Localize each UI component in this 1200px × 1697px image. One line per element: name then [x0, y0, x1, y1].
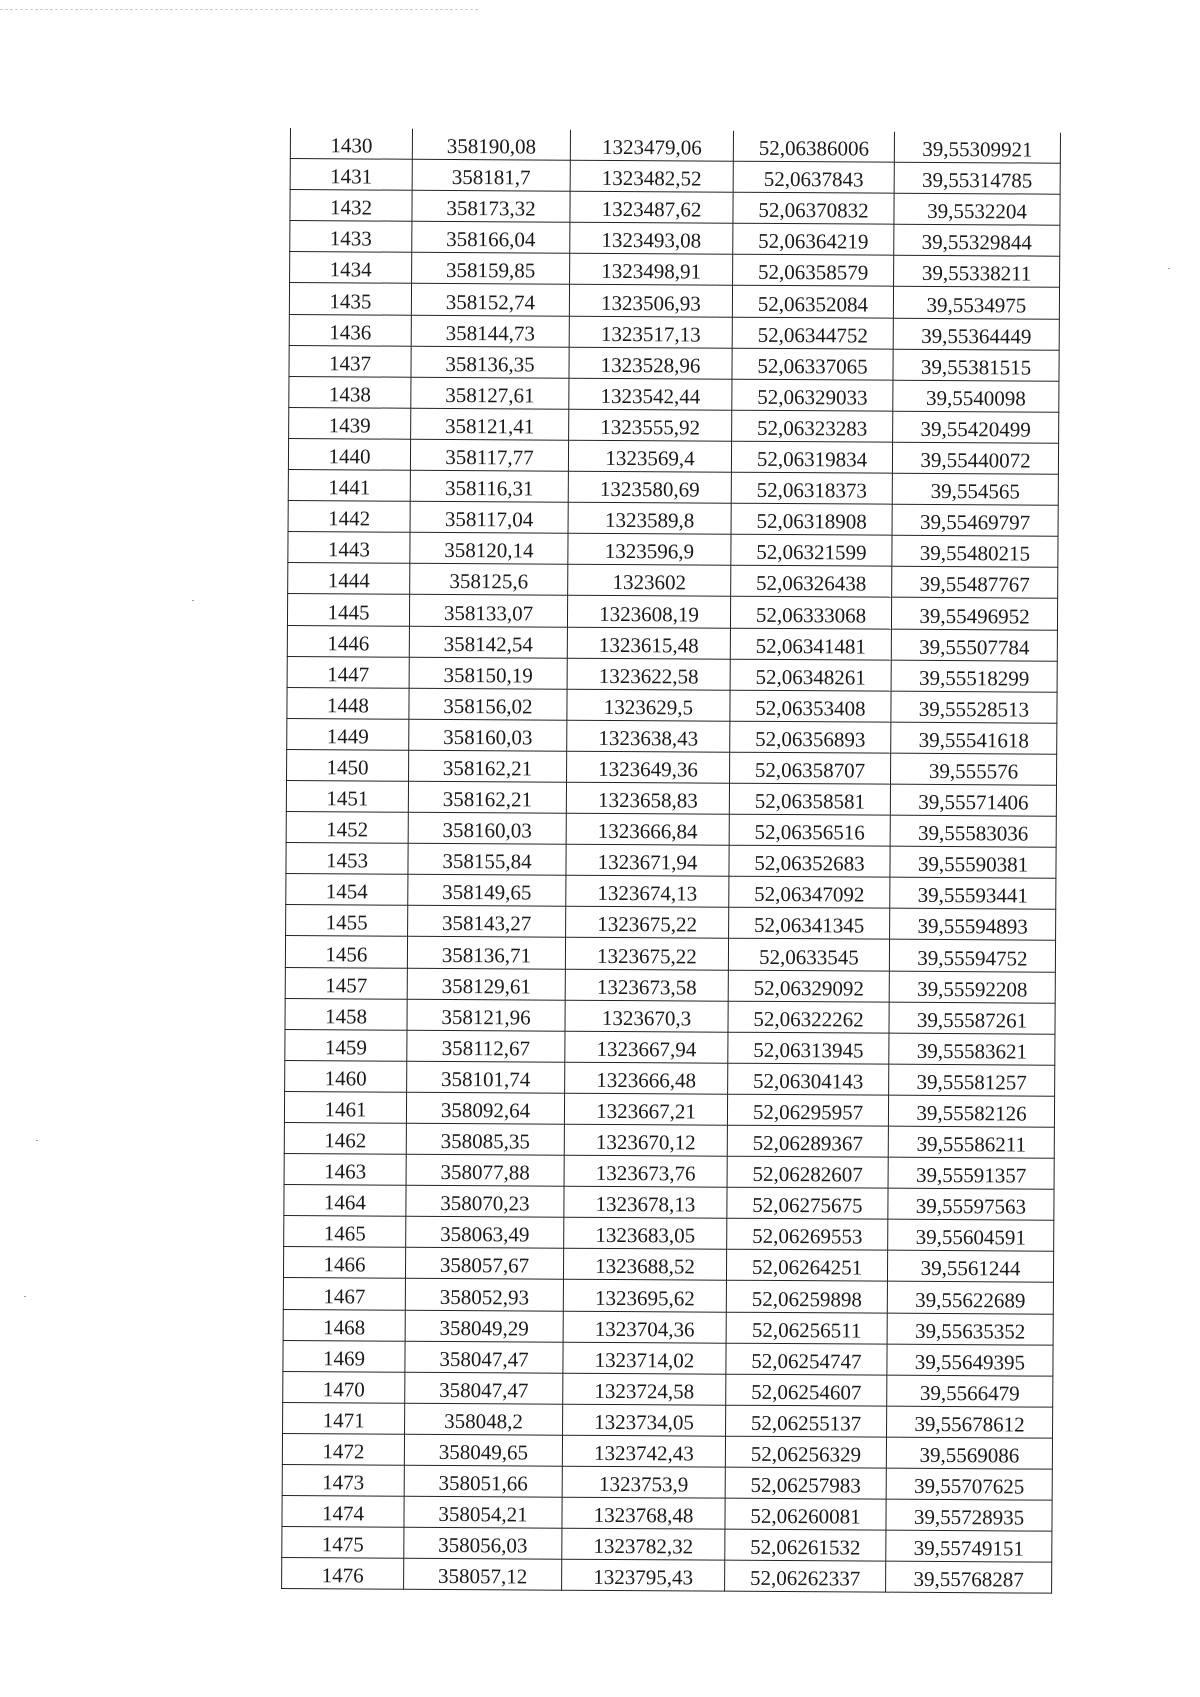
table-row	[288, 438, 1058, 474]
y-coordinate-cell: 1323498,91	[570, 254, 733, 286]
x-coordinate-cell: 358155,84	[408, 843, 566, 875]
point-number-cell: 1467	[283, 1278, 405, 1310]
latitude-cell: 52,06318908	[731, 503, 892, 535]
point-number-cell: 1431	[290, 159, 412, 191]
latitude-cell: 52,06275675	[727, 1187, 888, 1219]
table-row	[284, 1216, 1054, 1252]
point-number-cell: 1436	[289, 314, 411, 346]
latitude-cell: 52,06304143	[728, 1063, 889, 1095]
x-coordinate-cell: 358160,03	[409, 719, 567, 751]
longitude-cell: 39,55440072	[892, 442, 1058, 474]
x-coordinate-cell: 358052,93	[405, 1279, 563, 1311]
longitude-cell: 39,554565	[892, 473, 1058, 505]
longitude-cell: 39,5569086	[886, 1437, 1052, 1469]
point-number-cell: 1441	[288, 470, 410, 502]
x-coordinate-cell: 358051,66	[404, 1465, 562, 1497]
point-number-cell: 1457	[285, 967, 407, 999]
x-coordinate-cell: 358120,14	[410, 532, 568, 564]
latitude-cell: 52,06352683	[729, 845, 890, 877]
point-number-cell: 1472	[282, 1433, 404, 1465]
table-row	[285, 936, 1055, 972]
longitude-cell: 39,55768287	[886, 1561, 1052, 1593]
x-coordinate-cell: 358092,64	[406, 1092, 564, 1124]
x-coordinate-cell: 358136,71	[407, 937, 565, 969]
x-coordinate-cell: 358112,67	[407, 1030, 565, 1062]
table-row	[282, 1433, 1052, 1469]
table-row	[287, 718, 1057, 754]
latitude-cell: 52,06261532	[725, 1529, 886, 1561]
longitude-cell: 39,55587261	[889, 1002, 1055, 1034]
latitude-cell: 52,06364219	[733, 223, 894, 255]
longitude-cell: 39,55338211	[894, 256, 1060, 288]
latitude-cell: 52,06337065	[732, 348, 893, 380]
y-coordinate-cell: 1323666,48	[565, 1062, 728, 1094]
x-coordinate-cell: 358159,85	[412, 253, 570, 285]
latitude-cell: 52,0637843	[733, 161, 894, 193]
latitude-cell: 52,06260081	[725, 1498, 886, 1530]
point-number-cell: 1465	[284, 1216, 406, 1248]
table-row	[285, 967, 1055, 1003]
latitude-cell: 52,06322262	[728, 1001, 889, 1033]
table-row	[285, 998, 1055, 1034]
longitude-cell: 39,5561244	[887, 1251, 1053, 1283]
y-coordinate-cell: 1323589,8	[568, 502, 731, 534]
point-number-cell: 1446	[287, 625, 409, 657]
point-number-cell: 1455	[286, 905, 408, 937]
longitude-cell: 39,55314785	[894, 162, 1060, 194]
table-row	[289, 376, 1059, 412]
y-coordinate-cell: 1323615,48	[567, 627, 730, 659]
point-number-cell: 1462	[284, 1122, 406, 1154]
longitude-cell: 39,55583036	[890, 815, 1056, 847]
point-number-cell: 1459	[285, 1029, 407, 1061]
x-coordinate-cell: 358125,6	[410, 564, 568, 596]
y-coordinate-cell: 1323667,94	[565, 1031, 728, 1063]
longitude-cell: 39,55586211	[888, 1126, 1054, 1158]
y-coordinate-cell: 1323683,05	[564, 1217, 727, 1249]
point-number-cell: 1468	[283, 1309, 405, 1341]
table-row	[290, 221, 1060, 257]
y-coordinate-cell: 1323517,13	[569, 316, 732, 348]
table-row	[285, 1029, 1055, 1065]
table-row	[282, 1465, 1052, 1501]
x-coordinate-cell: 358117,04	[410, 501, 568, 533]
point-number-cell: 1442	[288, 501, 410, 533]
point-number-cell: 1464	[284, 1185, 406, 1217]
x-coordinate-cell: 358162,21	[409, 750, 567, 782]
point-number-cell: 1452	[286, 812, 408, 844]
longitude-cell: 39,55364449	[893, 318, 1059, 350]
y-coordinate-cell: 1323742,43	[562, 1435, 725, 1467]
x-coordinate-cell: 358143,27	[408, 906, 566, 938]
x-coordinate-cell: 358063,49	[406, 1217, 564, 1249]
latitude-cell: 52,06356893	[730, 721, 891, 753]
longitude-cell: 39,55420499	[893, 411, 1059, 443]
point-number-cell: 1475	[282, 1527, 404, 1559]
latitude-cell: 52,06256329	[725, 1436, 886, 1468]
y-coordinate-cell: 1323695,62	[563, 1280, 726, 1312]
x-coordinate-cell: 358133,07	[409, 595, 567, 627]
latitude-cell: 52,06289367	[727, 1125, 888, 1157]
latitude-cell: 52,06352084	[732, 286, 893, 318]
y-coordinate-cell: 1323678,13	[564, 1186, 727, 1218]
longitude-cell: 39,55507784	[891, 629, 1057, 661]
x-coordinate-cell: 358049,29	[405, 1310, 563, 1342]
table-row	[286, 905, 1056, 941]
x-coordinate-cell: 358054,21	[404, 1496, 562, 1528]
point-number-cell: 1471	[283, 1402, 405, 1434]
latitude-cell: 52,06358707	[730, 752, 891, 784]
table-row	[284, 1091, 1054, 1127]
point-number-cell: 1435	[289, 283, 411, 315]
point-number-cell: 1470	[283, 1371, 405, 1403]
latitude-cell: 52,06264251	[726, 1250, 887, 1282]
x-coordinate-cell: 358057,12	[404, 1559, 562, 1591]
x-coordinate-cell: 358101,74	[407, 1061, 565, 1093]
x-coordinate-cell: 358057,67	[405, 1248, 563, 1280]
table-row	[287, 594, 1057, 630]
table-row	[288, 470, 1058, 506]
y-coordinate-cell: 1323493,08	[570, 222, 733, 254]
y-coordinate-cell: 1323649,36	[567, 751, 730, 783]
scan-speck	[192, 600, 194, 601]
y-coordinate-cell: 1323569,4	[568, 440, 731, 472]
longitude-cell: 39,55329844	[894, 224, 1060, 256]
latitude-cell: 52,06370832	[733, 192, 894, 224]
latitude-cell: 52,06321599	[731, 534, 892, 566]
longitude-cell: 39,55381515	[893, 349, 1059, 381]
x-coordinate-cell: 358160,03	[408, 812, 566, 844]
longitude-cell: 39,55591357	[888, 1157, 1054, 1189]
point-number-cell: 1449	[287, 718, 409, 750]
y-coordinate-cell: 1323506,93	[569, 285, 732, 317]
longitude-cell: 39,55583621	[889, 1033, 1055, 1065]
y-coordinate-cell: 1323782,32	[562, 1528, 725, 1560]
latitude-cell: 52,06341345	[729, 908, 890, 940]
table-row	[284, 1122, 1054, 1158]
y-coordinate-cell: 1323638,43	[567, 720, 730, 752]
table-row	[284, 1185, 1054, 1221]
longitude-cell: 39,55749151	[886, 1530, 1052, 1562]
point-number-cell: 1454	[286, 874, 408, 906]
x-coordinate-cell: 358190,08	[412, 129, 570, 161]
longitude-cell: 39,5534975	[893, 287, 1059, 319]
latitude-cell: 52,06262337	[725, 1560, 886, 1592]
longitude-cell: 39,55592208	[889, 971, 1055, 1003]
x-coordinate-cell: 358056,03	[404, 1527, 562, 1559]
scan-speck	[36, 1140, 38, 1141]
latitude-cell: 52,06329033	[732, 379, 893, 411]
latitude-cell: 52,06255137	[726, 1405, 887, 1437]
point-number-cell: 1476	[282, 1558, 404, 1590]
x-coordinate-cell: 358144,73	[411, 315, 569, 347]
x-coordinate-cell: 358152,74	[411, 284, 569, 316]
y-coordinate-cell: 1323528,96	[569, 347, 732, 379]
table-row	[290, 190, 1060, 226]
x-coordinate-cell: 358181,7	[412, 159, 570, 191]
y-coordinate-cell: 1323673,58	[565, 969, 728, 1001]
table-row	[287, 656, 1057, 692]
table-row	[287, 687, 1057, 723]
x-coordinate-cell: 358162,21	[408, 781, 566, 813]
y-coordinate-cell: 1323675,22	[566, 907, 729, 939]
table-row	[284, 1154, 1054, 1190]
latitude-cell: 52,06313945	[728, 1032, 889, 1064]
y-coordinate-cell: 1323602	[568, 565, 731, 597]
x-coordinate-cell: 358142,54	[409, 626, 567, 658]
table-row	[289, 407, 1059, 443]
latitude-cell: 52,06347092	[729, 876, 890, 908]
latitude-cell: 52,06356516	[729, 814, 890, 846]
longitude-cell: 39,55487767	[892, 566, 1058, 598]
y-coordinate-cell: 1323734,05	[563, 1404, 726, 1436]
x-coordinate-cell: 358129,61	[407, 968, 565, 1000]
longitude-cell: 39,55594893	[890, 909, 1056, 941]
longitude-cell: 39,55622689	[887, 1282, 1053, 1314]
point-number-cell: 1450	[287, 749, 409, 781]
point-number-cell: 1456	[285, 936, 407, 968]
latitude-cell: 52,06259898	[726, 1281, 887, 1313]
table-row	[283, 1309, 1053, 1345]
y-coordinate-cell: 1323580,69	[568, 471, 731, 503]
y-coordinate-cell: 1323629,5	[567, 689, 730, 721]
point-number-cell: 1430	[290, 128, 412, 159]
x-coordinate-cell: 358117,77	[410, 439, 568, 471]
point-number-cell: 1451	[286, 780, 408, 812]
y-coordinate-cell: 1323482,52	[570, 160, 733, 192]
x-coordinate-cell: 358048,2	[405, 1403, 563, 1435]
x-coordinate-cell: 358156,02	[409, 688, 567, 720]
table-row	[290, 159, 1060, 195]
longitude-cell: 39,55649395	[887, 1344, 1053, 1376]
y-coordinate-cell: 1323667,21	[564, 1093, 727, 1125]
longitude-cell: 39,55635352	[887, 1313, 1053, 1345]
y-coordinate-cell: 1323688,52	[563, 1249, 726, 1281]
point-number-cell: 1474	[282, 1496, 404, 1528]
x-coordinate-cell: 358070,23	[406, 1185, 564, 1217]
x-coordinate-cell: 358127,61	[411, 377, 569, 409]
x-coordinate-cell: 358049,65	[404, 1434, 562, 1466]
longitude-cell: 39,55590381	[890, 846, 1056, 878]
table-row	[289, 314, 1059, 350]
table-row	[282, 1558, 1052, 1594]
point-number-cell: 1461	[284, 1091, 406, 1123]
table-row	[286, 812, 1056, 848]
y-coordinate-cell: 1323674,13	[566, 875, 729, 907]
point-number-cell: 1458	[285, 998, 407, 1030]
point-number-cell: 1463	[284, 1154, 406, 1186]
table-row	[285, 1060, 1055, 1096]
longitude-cell: 39,55597563	[888, 1188, 1054, 1220]
y-coordinate-cell: 1323768,48	[562, 1497, 725, 1529]
longitude-cell: 39,55582126	[888, 1095, 1054, 1127]
latitude-cell: 52,06295957	[727, 1094, 888, 1126]
y-coordinate-cell: 1323542,44	[569, 378, 732, 410]
y-coordinate-cell: 1323479,06	[570, 130, 733, 162]
longitude-cell: 39,55594752	[889, 940, 1055, 972]
point-number-cell: 1437	[289, 345, 411, 377]
point-number-cell: 1466	[283, 1247, 405, 1279]
latitude-cell: 52,06386006	[733, 131, 894, 163]
point-number-cell: 1460	[285, 1060, 407, 1092]
x-coordinate-cell: 358121,41	[411, 408, 569, 440]
table-row	[283, 1247, 1053, 1283]
x-coordinate-cell: 358149,65	[408, 874, 566, 906]
longitude-cell: 39,55480215	[892, 535, 1058, 567]
table-row	[288, 501, 1058, 537]
y-coordinate-cell: 1323675,22	[565, 938, 728, 970]
latitude-cell: 52,06254607	[726, 1374, 887, 1406]
x-coordinate-cell: 358136,35	[411, 346, 569, 378]
longitude-cell: 39,5540098	[893, 380, 1059, 412]
longitude-cell: 39,5566479	[887, 1375, 1053, 1407]
y-coordinate-cell: 1323724,58	[563, 1373, 726, 1405]
longitude-cell: 39,55728935	[886, 1499, 1052, 1531]
y-coordinate-cell: 1323704,36	[563, 1311, 726, 1343]
longitude-cell: 39,55593441	[890, 877, 1056, 909]
latitude-cell: 52,06344752	[732, 317, 893, 349]
point-number-cell: 1443	[288, 532, 410, 564]
point-number-cell: 1438	[289, 376, 411, 408]
table-row	[286, 874, 1056, 910]
coordinates-table	[281, 128, 1061, 1594]
y-coordinate-cell: 1323622,58	[567, 658, 730, 690]
y-coordinate-cell: 1323795,43	[562, 1559, 725, 1591]
point-number-cell: 1439	[289, 407, 411, 439]
x-coordinate-cell: 358047,47	[405, 1341, 563, 1373]
longitude-cell: 39,5532204	[894, 193, 1060, 225]
table-row	[287, 749, 1057, 785]
x-coordinate-cell: 358166,04	[412, 222, 570, 254]
y-coordinate-cell: 1323714,02	[563, 1342, 726, 1374]
longitude-cell: 39,55541618	[891, 722, 1057, 754]
latitude-cell: 52,06254747	[726, 1343, 887, 1375]
x-coordinate-cell: 358116,31	[410, 470, 568, 502]
point-number-cell: 1445	[287, 594, 409, 626]
point-number-cell: 1433	[290, 221, 412, 253]
longitude-cell: 39,55707625	[886, 1468, 1052, 1500]
table-row	[287, 625, 1057, 661]
x-coordinate-cell: 358173,32	[412, 190, 570, 222]
point-number-cell: 1473	[282, 1465, 404, 1497]
latitude-cell: 52,06326438	[731, 566, 892, 598]
latitude-cell: 52,0633545	[728, 939, 889, 971]
point-number-cell: 1447	[287, 656, 409, 688]
table-row	[283, 1340, 1053, 1376]
point-number-cell: 1444	[288, 563, 410, 595]
latitude-cell: 52,06257983	[725, 1467, 886, 1499]
latitude-cell: 52,06282607	[727, 1156, 888, 1188]
longitude-cell: 39,55604591	[888, 1219, 1054, 1251]
y-coordinate-cell: 1323658,83	[566, 782, 729, 814]
longitude-cell: 39,555576	[891, 753, 1057, 785]
y-coordinate-cell: 1323608,19	[567, 596, 730, 628]
latitude-cell: 52,06318373	[731, 472, 892, 504]
y-coordinate-cell: 1323555,92	[569, 409, 732, 441]
scan-speck	[1168, 268, 1170, 269]
latitude-cell: 52,06333068	[730, 597, 891, 629]
longitude-cell: 39,55571406	[890, 784, 1056, 816]
x-coordinate-cell: 358121,96	[407, 999, 565, 1031]
point-number-cell: 1440	[288, 438, 410, 470]
table-row	[282, 1527, 1052, 1563]
point-number-cell: 1469	[283, 1340, 405, 1372]
longitude-cell: 39,55518299	[891, 660, 1057, 692]
latitude-cell: 52,06341481	[730, 628, 891, 660]
y-coordinate-cell: 1323666,84	[566, 813, 729, 845]
point-number-cell: 1448	[287, 687, 409, 719]
longitude-cell: 39,55528513	[891, 691, 1057, 723]
y-coordinate-cell: 1323487,62	[570, 191, 733, 223]
latitude-cell: 52,06269553	[727, 1218, 888, 1250]
table-row	[290, 252, 1060, 288]
point-number-cell: 1432	[290, 190, 412, 222]
longitude-cell: 39,55309921	[894, 132, 1060, 164]
y-coordinate-cell: 1323671,94	[566, 844, 729, 876]
x-coordinate-cell: 358150,19	[409, 657, 567, 689]
x-coordinate-cell: 358077,88	[406, 1154, 564, 1186]
longitude-cell: 39,55496952	[891, 598, 1057, 630]
table-row	[289, 283, 1059, 319]
y-coordinate-cell: 1323596,9	[568, 533, 731, 565]
longitude-cell: 39,55678612	[887, 1406, 1053, 1438]
y-coordinate-cell: 1323673,76	[564, 1155, 727, 1187]
latitude-cell: 52,06256511	[726, 1312, 887, 1344]
scan-speck	[24, 1296, 26, 1297]
scan-edge-artifact	[0, 9, 480, 10]
x-coordinate-cell: 358085,35	[406, 1123, 564, 1155]
point-number-cell: 1434	[290, 252, 412, 284]
table-row	[290, 128, 1060, 163]
point-number-cell: 1453	[286, 843, 408, 875]
table-row	[289, 345, 1059, 381]
x-coordinate-cell: 358047,47	[405, 1372, 563, 1404]
longitude-cell: 39,55469797	[892, 504, 1058, 536]
table-row	[282, 1496, 1052, 1532]
coordinates-table-body	[282, 128, 1061, 1594]
latitude-cell: 52,06358581	[729, 783, 890, 815]
table-row	[283, 1371, 1053, 1407]
table-row	[288, 532, 1058, 568]
table-row	[286, 843, 1056, 879]
latitude-cell: 52,06323283	[732, 410, 893, 442]
latitude-cell: 52,06348261	[730, 659, 891, 691]
table-row	[283, 1278, 1053, 1314]
latitude-cell: 52,06319834	[731, 441, 892, 473]
table-row	[288, 563, 1058, 599]
table-row	[286, 780, 1056, 816]
longitude-cell: 39,55581257	[889, 1064, 1055, 1096]
latitude-cell: 52,06358579	[733, 255, 894, 287]
y-coordinate-cell: 1323753,9	[562, 1466, 725, 1498]
table-row	[283, 1402, 1053, 1438]
latitude-cell: 52,06329092	[728, 970, 889, 1002]
latitude-cell: 52,06353408	[730, 690, 891, 722]
y-coordinate-cell: 1323670,12	[564, 1124, 727, 1156]
y-coordinate-cell: 1323670,3	[565, 1000, 728, 1032]
